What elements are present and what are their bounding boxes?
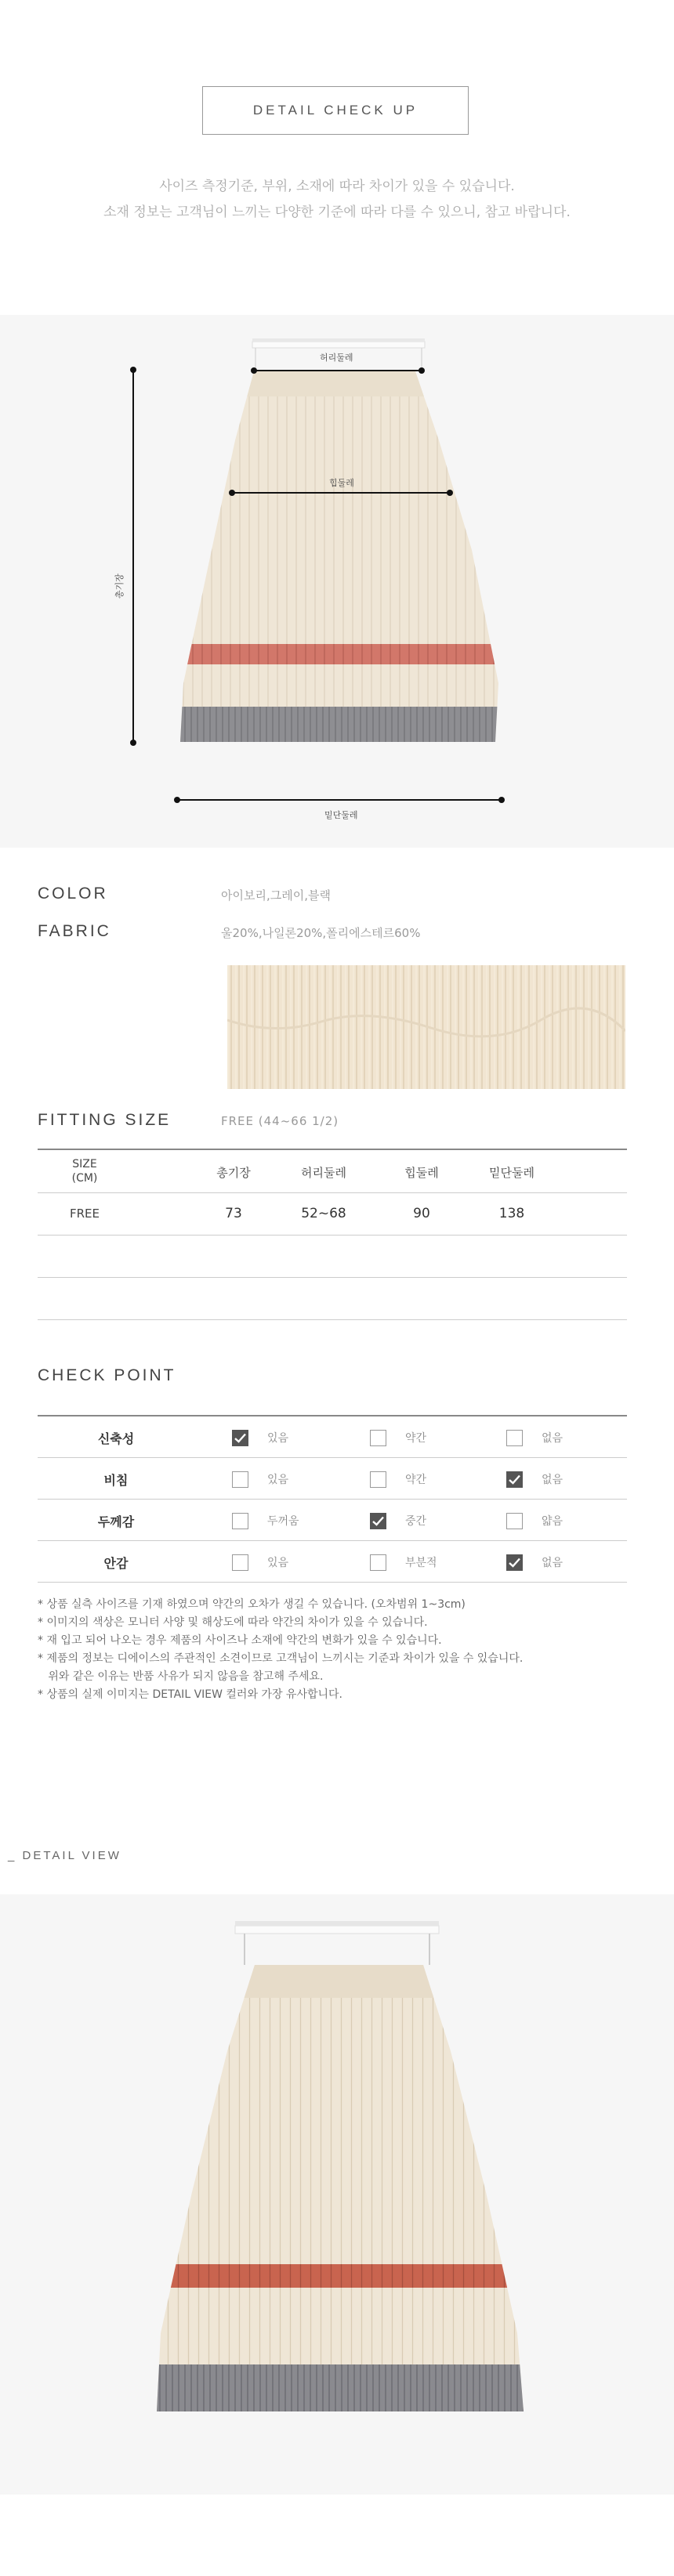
note-item: * 상품 실측 사이즈를 기재 하였으며 약간의 오차가 생길 수 있습니다. (오차범위 1~3cm) xyxy=(38,1598,466,1611)
check-option[interactable] xyxy=(370,1554,437,1571)
note-item: 위와 같은 이유는 반품 사유가 되지 않음을 참고해 주세요. xyxy=(38,1670,324,1683)
check-option[interactable] xyxy=(370,1512,426,1529)
color-value: 아이보리,그레이,블랙 xyxy=(221,888,331,903)
note-item: * 재 입고 되어 나오는 경우 제품의 사이즈나 소재에 약간의 변화가 있을 수 있습니다. xyxy=(38,1634,442,1647)
size-table-divider-3 xyxy=(38,1319,627,1320)
fabric-label: FABRIC xyxy=(38,922,111,940)
check-row-name: 두께감 xyxy=(97,1514,135,1529)
check-row-lining xyxy=(38,1541,627,1582)
check-bottom-border xyxy=(38,1582,627,1583)
hip-cell: 90 xyxy=(413,1206,430,1221)
check-option[interactable] xyxy=(232,1554,288,1571)
option-label: 두꺼움 xyxy=(267,1515,299,1528)
intro-line-1: 사이즈 측정기준, 부위, 소재에 따라 차이가 있을 수 있습니다. xyxy=(159,179,515,194)
checkbox-checked-icon[interactable] xyxy=(506,1471,523,1488)
check-row-elasticity xyxy=(38,1416,627,1457)
option-label: 얇음 xyxy=(542,1515,563,1528)
waist-measure-line xyxy=(254,370,422,371)
option-label: 중간 xyxy=(405,1515,427,1528)
detail-check-up-title: DETAIL CHECK UP xyxy=(202,86,469,135)
notes-list xyxy=(38,1596,523,1704)
length-dot-top xyxy=(130,367,136,373)
checkbox-icon[interactable] xyxy=(232,1513,248,1529)
option-label: 없음 xyxy=(542,1432,563,1445)
intro-text xyxy=(0,174,674,226)
hem-cell: 138 xyxy=(498,1206,525,1221)
hip-col-header: 힙둘레 xyxy=(404,1166,439,1180)
fabric-value: 울20%,나일론20%,폴리에스테르60% xyxy=(221,926,421,940)
skirt-measure-image xyxy=(0,315,674,848)
option-label: 없음 xyxy=(542,1474,563,1486)
waist-dot-right xyxy=(419,367,425,374)
hip-dot-left xyxy=(229,490,235,496)
waist-cell: 52~68 xyxy=(301,1206,346,1221)
hem-dot-left xyxy=(174,797,180,803)
check-option[interactable] xyxy=(506,1471,563,1488)
option-label: 약간 xyxy=(405,1474,427,1486)
option-label: 약간 xyxy=(405,1432,427,1445)
checkbox-icon[interactable] xyxy=(232,1554,248,1571)
waist-dot-left xyxy=(251,367,257,374)
length-label: 총기장 xyxy=(114,573,125,599)
checkbox-icon[interactable] xyxy=(370,1430,386,1446)
check-point-title: CHECK POINT xyxy=(38,1366,176,1384)
hip-label: 힙둘레 xyxy=(329,478,354,488)
fabric-swatch-image xyxy=(227,965,625,1089)
check-row-transparency xyxy=(38,1458,627,1499)
intro-line-2: 소재 정보는 고객님이 느끼는 다양한 기준에 따라 다를 수 있으니, 참고 바랍니다. xyxy=(103,204,571,220)
hem-dot-right xyxy=(498,797,505,803)
check-option[interactable] xyxy=(506,1429,563,1446)
checkbox-checked-icon[interactable] xyxy=(232,1430,248,1446)
note-item: * 상품의 실제 이미지는 DETAIL VIEW 컬러와 가장 유사합니다. xyxy=(38,1688,342,1701)
length-col-header: 총기장 xyxy=(216,1166,251,1180)
length-cell: 73 xyxy=(225,1206,242,1221)
check-option[interactable] xyxy=(232,1429,288,1446)
detail-view-panel xyxy=(0,1894,674,2495)
fitting-size-label: FITTING SIZE xyxy=(38,1111,172,1129)
option-label: 있음 xyxy=(267,1432,289,1445)
waist-col-header: 허리둘레 xyxy=(301,1166,346,1180)
check-row-name: 신축성 xyxy=(97,1431,135,1446)
size-table-divider-2 xyxy=(38,1277,627,1278)
note-item: * 이미지의 색상은 모니터 사양 및 해상도에 따라 약간의 차이가 있을 수 있습니다. xyxy=(38,1616,428,1629)
check-option[interactable] xyxy=(232,1471,288,1488)
size-col-header: SIZE (CM) xyxy=(71,1158,98,1185)
length-dot-bottom xyxy=(130,740,136,746)
check-row-name: 안감 xyxy=(103,1556,129,1571)
length-measure-line xyxy=(132,370,134,743)
option-label: 있음 xyxy=(267,1474,289,1486)
skirt-detail-image xyxy=(0,1894,674,2495)
option-label: 부분적 xyxy=(405,1557,437,1569)
option-label: 없음 xyxy=(542,1557,563,1569)
fitting-size-value: FREE (44~66 1/2) xyxy=(221,1114,339,1128)
checkbox-icon[interactable] xyxy=(232,1471,248,1488)
hip-measure-line xyxy=(232,492,450,494)
size-table-header xyxy=(38,1150,627,1192)
option-label: 있음 xyxy=(267,1557,289,1569)
check-option[interactable] xyxy=(232,1512,299,1529)
detail-view-title: _ DETAIL VIEW xyxy=(8,1849,121,1862)
checkbox-icon[interactable] xyxy=(370,1471,386,1488)
checkbox-icon[interactable] xyxy=(506,1513,523,1529)
note-item: * 제품의 정보는 디에이스의 주관적인 소견이므로 고객님이 느끼시는 기준과 차이가 있을 수 있습니다. xyxy=(38,1652,524,1665)
check-option[interactable] xyxy=(506,1554,563,1571)
check-option[interactable] xyxy=(506,1512,563,1529)
measurement-panel xyxy=(0,315,674,848)
size-table-divider-1 xyxy=(38,1235,627,1236)
color-label: COLOR xyxy=(38,885,108,903)
check-option[interactable] xyxy=(370,1429,426,1446)
checkbox-checked-icon[interactable] xyxy=(370,1513,386,1529)
hem-label: 밑단둘레 xyxy=(324,810,358,820)
checkbox-icon[interactable] xyxy=(370,1554,386,1571)
checkbox-checked-icon[interactable] xyxy=(506,1554,523,1571)
hip-dot-right xyxy=(447,490,453,496)
check-row-name: 비침 xyxy=(103,1473,129,1488)
size-table-row xyxy=(38,1193,627,1234)
check-option[interactable] xyxy=(370,1471,426,1488)
hem-measure-line xyxy=(177,799,502,801)
checkbox-icon[interactable] xyxy=(506,1430,523,1446)
size-cell: FREE xyxy=(69,1207,100,1221)
waist-label: 허리둘레 xyxy=(320,353,353,363)
hem-col-header: 밑단둘레 xyxy=(489,1166,534,1180)
check-row-thickness xyxy=(38,1500,627,1540)
